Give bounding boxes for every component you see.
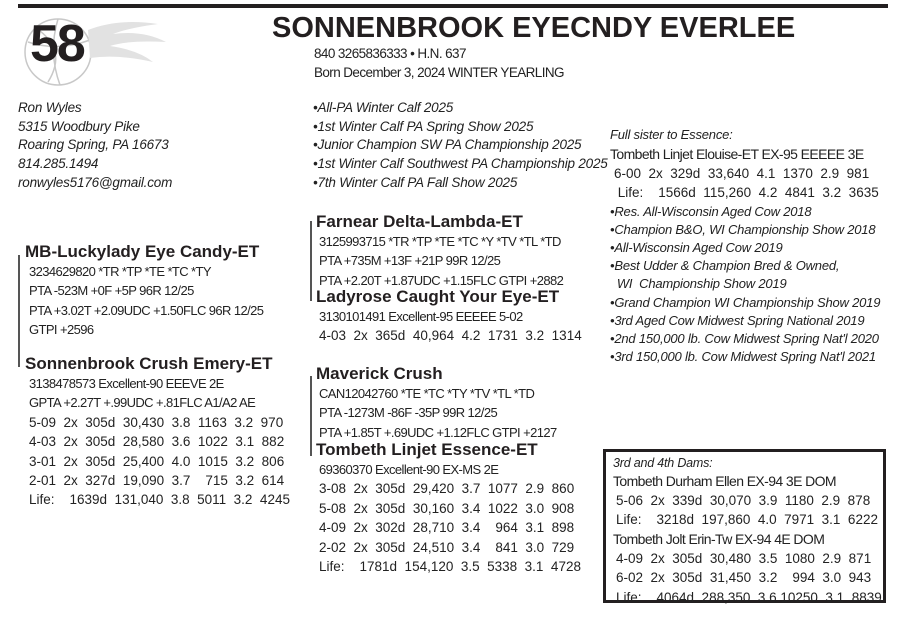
full-sister-win: •2nd 150,000 lb. Cow Midwest Spring Nat'l 2020 [610,330,879,346]
sire-info-line: GTPI +2596 [29,322,94,338]
sire-info-line: PTA +3.02T +2.09UDC +1.50FLC 96R 12/25 [29,302,264,318]
show-win: •7th Winter Calf PA Fall Show 2025 [313,174,518,190]
pedigree-bracket-line [310,221,312,301]
dams-box-label: 3rd and 4th Dams: [613,456,713,470]
dam-name: Sonnenbrook Crush Emery-ET [25,354,273,373]
full-sister-win: •Grand Champion WI Championship Show 2019 [610,294,881,310]
full-sister-win: •Res. All-Wisconsin Aged Cow 2018 [610,203,812,219]
show-wins-list [313,99,608,193]
dam-dam-record: 3-08 2x 305d 29,420 3.7 1077 2.9 860 [319,481,575,497]
third-dam-record: 5-06 2x 339d 30,070 3.9 1180 2.9 878 [616,493,871,508]
consignor-phone: 814.285.1494 [18,156,99,172]
show-win: •Junior Champion SW PA Championship 2025 [313,137,582,153]
dam-dam-block [316,440,581,576]
dam-sire-block [316,364,557,442]
third-dam-lifetime-record: Life: 3218d 197,860 4.0 7971 3.1 6222 [616,512,878,528]
birth-date-line: Born December 3, 2024 WINTER YEARLING [314,65,564,80]
fourth-dam-lifetime-record: Life: 4064d 288,350 3.6 10250 3.1 8839 [616,589,882,605]
full-sister-win: •Best Udder & Champion Bred & Owned, [610,258,840,274]
fourth-dam-name: Tombeth Jolt Erin-Tw EX-94 4E DOM [613,530,825,547]
registration-line: 840 3265836333 • H.N. 637 [314,46,466,61]
dam-block [25,354,290,510]
dam-dam-lifetime-record: Life: 1781d 154,120 3.5 5338 3.1 4728 [319,559,581,575]
dam-record: 5-09 2x 305d 30,430 3.8 1163 3.2 970 [29,414,284,430]
animal-name-title: SONNENBROOK EYECNDY EVERLEE [272,12,796,44]
pedigree-bracket-line [310,376,312,456]
sire-info-line: PTA -523M +0F +5P 96R 12/25 [29,283,194,299]
fourth-dam-record: 6-02 2x 305d 31,450 3.2 994 3.0 943 [616,570,872,586]
dam-info-line: GPTA +2.27T +.99UDC +.81FLC A1/A2 AE [29,395,256,411]
sire-dam-block [316,287,582,346]
sire-dam-name: Ladyrose Caught Your Eye-ET [316,287,560,306]
sire-block [25,242,263,340]
dam-dam-record: 4-09 2x 302d 28,710 3.4 964 3.1 898 [319,520,575,536]
dam-lifetime-record: Life: 1639d 131,040 3.8 5011 3.2 4245 [29,492,290,508]
sire-sire-info-line: 3125993715 *TR *TP *TE *TC *Y *TV *TL *TD [319,234,561,249]
sire-dam-record: 4-03 2x 365d 40,964 4.2 1731 3.2 1314 [319,328,582,344]
full-sister-name: Tombeth Linjet Elouise-ET EX-95 EEEEE 3E [610,145,864,162]
sire-sire-block [316,212,563,290]
full-sister-win: •All-Wisconsin Aged Cow 2019 [610,239,783,255]
pedigree-bracket-line [18,255,20,367]
dam-record: 4-03 2x 305d 28,580 3.6 1022 3.1 882 [29,434,285,450]
consignor-email: ronwyles5176@gmail.com [18,174,173,190]
third-dam-name: Tombeth Durham Ellen EX-94 3E DOM [613,473,836,489]
full-sister-block [610,126,880,366]
consignor-street: 5315 Woodbury Pike [18,118,140,134]
dam-info-line: 3138478573 Excellent-90 EEEVE 2E [29,376,224,391]
full-sister-record: 6-00 2x 329d 33,640 4.1 1370 2.9 981 [614,165,870,181]
dam-dam-record: 5-08 2x 305d 30,160 3.4 1022 3.0 908 [319,500,575,516]
full-sister-win: •3rd 150,000 lb. Cow Midwest Spring Nat'l 2021 [610,349,876,365]
dam-dam-name: Tombeth Linjet Essence-ET [316,440,538,459]
dam-sire-info-line: CAN12042760 *TE *TC *TY *TV *TL *TD [319,386,535,401]
full-sister-label: Full sister to Essence: [610,127,733,142]
full-sister-win: •Champion B&O, WI Championship Show 2018 [610,221,876,237]
show-win: •1st Winter Calf Southwest PA Championship 2025 [313,156,608,172]
dam-record: 2-01 2x 327d 19,090 3.7 715 3.2 614 [29,473,285,489]
dam-sire-info-line: PTA -1273M -86F -35P 99R 12/25 [319,405,498,421]
dam-dam-record: 2-02 2x 305d 24,510 3.4 841 3.0 729 [319,539,575,555]
dam-sire-info-line: PTA +1.85T +.69UDC +1.12FLC GTPI +2127 [319,424,557,440]
dam-sire-name: Maverick Crush [316,364,443,383]
sire-name: MB-Luckylady Eye Candy-ET [25,242,260,261]
fourth-dam-record: 4-09 2x 305d 30,480 3.5 1080 2.9 871 [616,550,872,566]
sire-sire-info-line: PTA +2.20T +1.87UDC +1.15FLC GTPI +2882 [319,272,564,288]
sire-dam-info-line: 3130101491 Excellent-95 EEEEE 5-02 [319,309,523,324]
consignor-info [18,99,172,193]
full-sister-win: WI Championship Show 2019 [610,276,787,292]
lot-number: 58 [30,15,84,73]
dam-dam-info-line: 69360370 Excellent-90 EX-MS 2E [319,462,499,477]
consignor-name: Ron Wyles [18,100,82,115]
sire-sire-info-line: PTA +735M +13F +21P 99R 12/25 [319,253,501,269]
consignor-city: Roaring Spring, PA 16673 [18,137,169,153]
third-fourth-dams-box [603,449,886,603]
full-sister-lifetime-record: Life: 1566d 115,260 4.2 4841 3.2 3635 [614,185,879,201]
sire-sire-name: Farnear Delta-Lambda-ET [316,212,523,231]
full-sister-win: •3rd Aged Cow Midwest Spring National 2019 [610,312,865,328]
show-win: •1st Winter Calf PA Spring Show 2025 [313,118,534,134]
sire-info-line: 3234629820 *TR *TP *TE *TC *TY [29,264,211,279]
top-rule [18,4,888,8]
show-win: •All-PA Winter Calf 2025 [313,100,454,115]
dam-record: 3-01 2x 305d 25,400 4.0 1015 3.2 806 [29,453,285,469]
